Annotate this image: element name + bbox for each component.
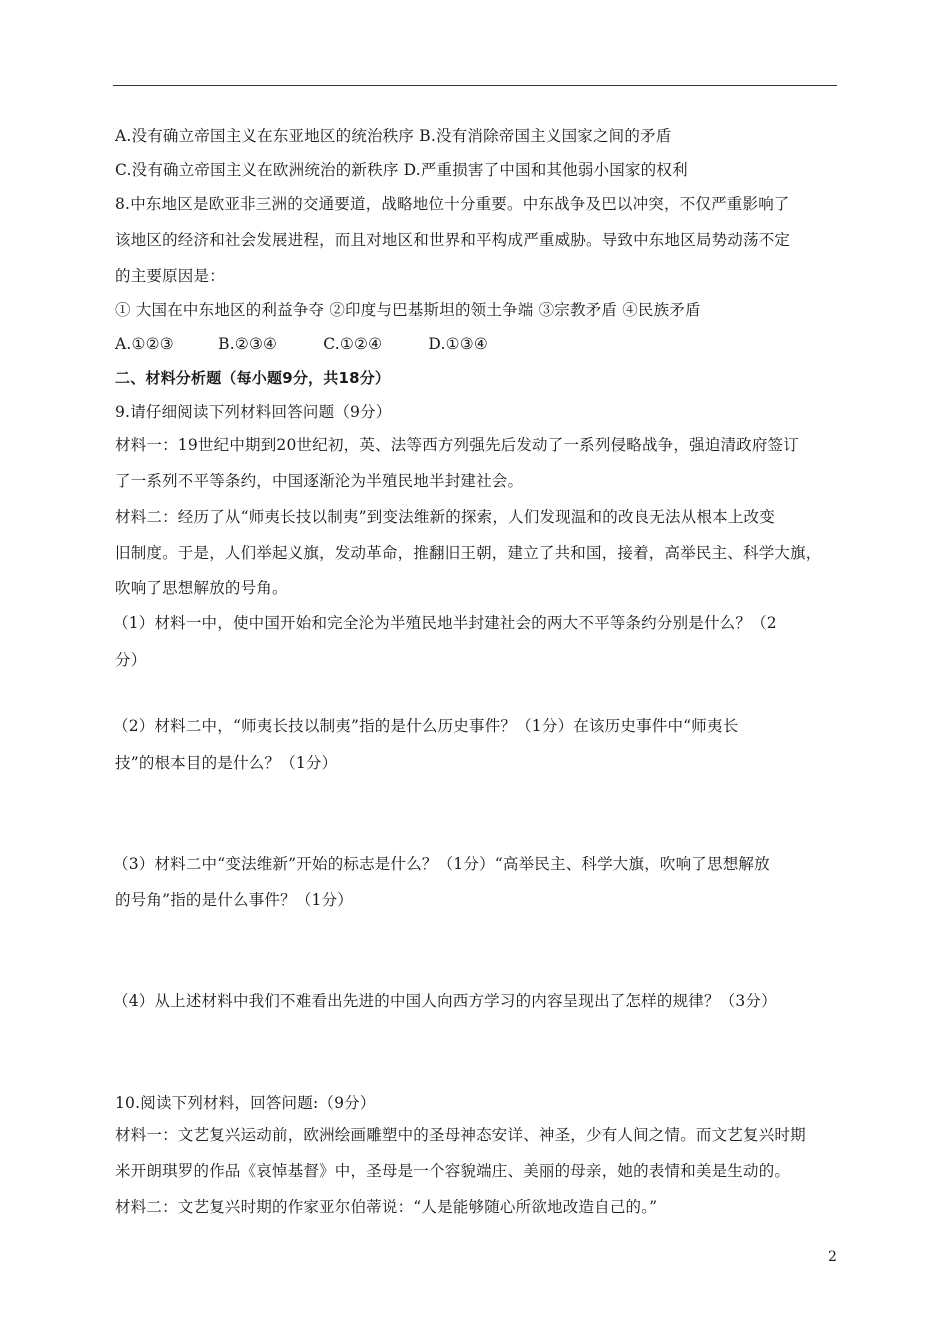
q8-option-a: A.①②③ [115,335,174,353]
q9-sub2-line1: （2）材料二中，“师夷长技以制夷”指的是什么历史事件？（1分）在该历史事件中“师夷长 [113,717,739,735]
q9-sub3-line1: （3）材料二中“变法维新”开始的标志是什么？（1分）“高举民主、科学大旗，吹响了思想解放 [113,855,770,873]
q8-stem-line1: 8.中东地区是欧亚非三洲的交通要道，战略地位十分重要。中东战争及巴以冲突，不仅严重影响了 [115,195,790,213]
q8-option-c: C.①②④ [323,335,383,353]
q8-stem-line2: 该地区的经济和社会发展进程，而且对地区和世界和平构成严重威胁。导致中东地区局势动荡不定 [115,231,791,249]
q9-sub1-line1: （1）材料一中，使中国开始和完全沦为半殖民地半封建社会的两大不平等条约分别是什么？（2 [113,614,777,632]
q8-option-b: B.②③④ [218,335,278,353]
q9-material2-line3: 吹响了思想解放的号角。 [115,579,288,597]
q10-material2-line1: 材料二：文艺复兴时期的作家亚尔伯蒂说：“人是能够随心所欲地改造自己的。” [115,1198,658,1216]
header-rule [113,85,837,86]
q9-material1-line1: 材料一：19世纪中期到20世纪初，英、法等西方列强先后发动了一系列侵略战争，强迫清政府签订 [115,436,799,454]
q8-option-d: D.①③④ [428,335,488,353]
q9-material2-line2: 旧制度。于是，人们举起义旗，发动革命，推翻旧王朝，建立了共和国，接着，高举民主、科学大旗， [115,544,822,562]
q9-material2-line1: 材料二：经历了从“师夷长技以制夷”到变法维新的探索，人们发现温和的改良无法从根本上改变 [115,508,775,526]
page-number: 2 [828,1249,837,1265]
q9-sub2-line2: 技”的根本目的是什么？（1分） [115,754,338,772]
q9-material1-line2: 了一系列不平等条约，中国逐渐沦为半殖民地半封建社会。 [115,472,524,490]
q9-stem: 9.请仔细阅读下列材料回答问题（9分） [115,403,392,421]
q7-option-ab: A.没有确立帝国主义在东亚地区的统治秩序 B.没有消除帝国主义国家之间的矛盾 [115,127,672,145]
q8-stem-line3: 的主要原因是： [115,267,225,285]
q8-choices: ① 大国在中东地区的利益争夺 ②印度与巴基斯坦的领土争端 ③宗教矛盾 ④民族矛盾 [115,301,701,319]
q9-sub3-line2: 的号角”指的是什么事件？（1分） [115,891,353,909]
q10-material1-line1: 材料一：文艺复兴运动前，欧洲绘画雕塑中的圣母神态安详、神圣，少有人间之情。而文艺复兴时期 [115,1126,806,1144]
q7-option-cd: C.没有确立帝国主义在欧洲统治的新秩序 D.严重损害了中国和其他弱小国家的权利 [115,161,688,179]
q9-sub4-line1: （4）从上述材料中我们不难看出先进的中国人向西方学习的内容呈现出了怎样的规律？（3分） [113,992,777,1010]
q8-options [115,334,488,354]
q9-sub1-line2: 分） [115,651,147,669]
section-heading: 二、材料分析题（每小题9分，共18分） [115,369,391,387]
q10-stem: 10.阅读下列材料，回答问题:（9分） [115,1094,376,1112]
q10-material1-line2: 米开朗琪罗的作品《哀悼基督》中，圣母是一个容貌端庄、美丽的母亲，她的表情和美是生动的。 [115,1162,791,1180]
